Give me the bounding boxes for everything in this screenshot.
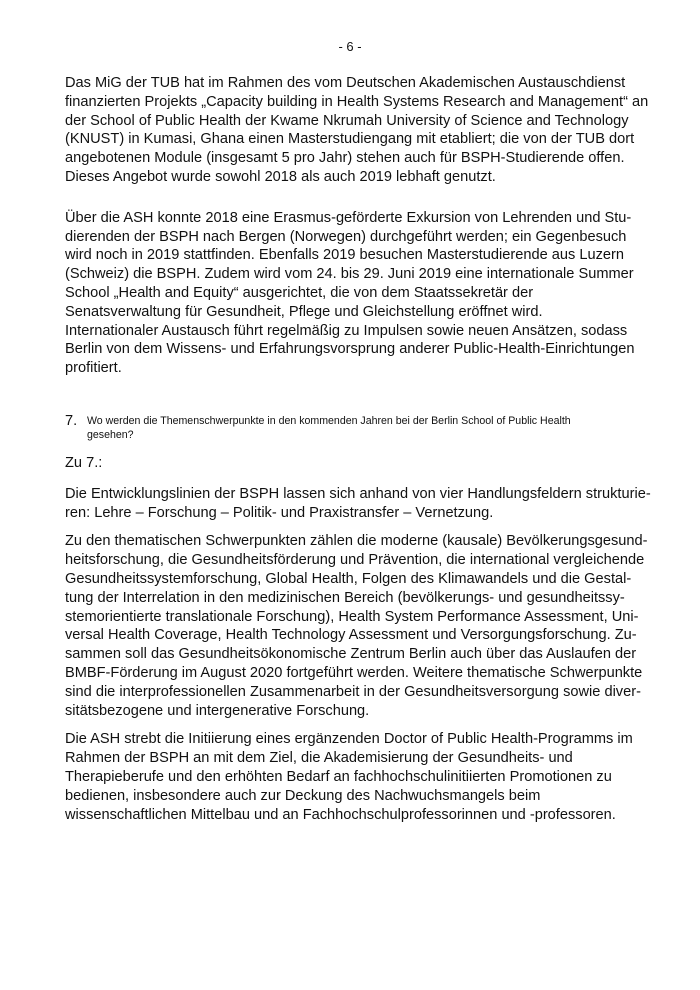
text-line: Internationaler Austausch führt regelmäßig zu Impulsen sowie neuen Ansätzen, sodass xyxy=(65,322,628,339)
answer-heading: Zu 7.: xyxy=(65,454,103,471)
text-line: Über die ASH konnte 2018 eine Erasmus-geförderte Exkursion von Lehrenden und Stu- xyxy=(65,209,632,226)
text-line: Gesundheitssystemforschung, Global Health, Folgen des Klimawandels und die Gestal- xyxy=(65,570,632,587)
text-line: bedienen, insbesondere auch zur Deckung des Nachwuchsmangels beim xyxy=(65,787,541,804)
text-line: Zu den thematischen Schwerpunkten zählen die moderne (kausale) Bevölkerungsgesund- xyxy=(65,533,648,550)
question-7 xyxy=(65,412,643,442)
text-line: stemorientierte translationale Forschung), Health System Performance Assessment, Uni- xyxy=(65,608,639,625)
text-line: BMBF-Förderung im August 2020 fortgeführt werden. Weitere thematische Schwerpunkte xyxy=(65,664,643,681)
text-line: tung der Interrelation in den medizinischen Bereich (bevölkerungs- und gesundheitssy- xyxy=(65,589,625,606)
paragraph-thematic-focus xyxy=(65,532,648,720)
text-line: Rahmen der BSPH an mit dem Ziel, die Akademisierung der Gesundheits- und xyxy=(65,750,573,767)
text-line: sammen soll das Gesundheitsökonomische Zentrum Berlin auch über das Auslaufen der xyxy=(65,646,637,663)
text-line: Therapieberufe und den erhöhten Bedarf an fachhochschulinitiierten Promotionen zu xyxy=(65,768,612,785)
text-line: dierenden der BSPH nach Bergen (Norwegen) durchgeführt werden; ein Gegenbesuch xyxy=(65,228,627,245)
text-line: (Schweiz) die BSPH. Zudem wird vom 24. bis 29. Juni 2019 eine internationale Summer xyxy=(65,266,634,283)
text-line: gesehen? xyxy=(87,428,134,441)
text-line: (KNUST) in Kumasi, Ghana einen Masterstudiengang mit etabliert; die von der TUB dort xyxy=(65,131,635,148)
paragraph-mig-tub xyxy=(65,74,649,187)
text-line: sind die interprofessionellen Zusammenarbeit in der Gesundheitsversorgung sowie diver- xyxy=(65,683,641,700)
question-text xyxy=(87,412,571,442)
text-line: wissenschaftlichen Mittelbau und an Fachhochschulprofessorinnen und -professoren. xyxy=(65,806,616,823)
text-line: wird noch in 2019 stattfinden. Ebenfalls 2019 besuchen Masterstudierende aus Luzern xyxy=(65,247,624,264)
text-line: der School of Public Health der Kwame Nkrumah University of Science and Technology xyxy=(65,112,629,129)
text-line: heitsforschung, die Gesundheitsförderung und Prävention, die international vergleichende xyxy=(65,552,645,569)
text-line: Senatsverwaltung für Gesundheit, Pflege und Gleichstellung eröffnet wird. xyxy=(65,303,543,320)
paragraph-doctor-program xyxy=(65,730,643,824)
text-line: Dieses Angebot wurde sowohl 2018 als auch 2019 lebhaft genutzt. xyxy=(65,168,496,185)
text-line: sitätsbezogene und intergenerative Forschung. xyxy=(65,702,370,719)
text-line: finanzierten Projekts „Capacity building in Health Systems Research and Management“ an xyxy=(65,93,649,110)
text-line: versal Health Coverage, Health Technology Assessment und Versorgungsforschung. Zu- xyxy=(65,627,637,644)
text-line: ren: Lehre – Forschung – Politik- und Praxistransfer – Vernetzung. xyxy=(65,504,494,521)
text-line: profitiert. xyxy=(65,360,122,377)
paragraph-ash-exchange xyxy=(65,209,643,378)
page-number: - 6 - xyxy=(338,39,362,54)
text-line: Berlin von dem Wissens- und Erfahrungsvorsprung anderer Public-Health-Einrichtungen xyxy=(65,341,635,358)
text-line: angebotenen Module (insgesamt 5 pro Jahr) stehen auch für BSPH-Studierende offen. xyxy=(65,150,625,167)
text-line: School „Health and Equity“ ausgerichtet, die von dem Staatssekretär der xyxy=(65,284,534,301)
text-line: Das MiG der TUB hat im Rahmen des vom Deutschen Akademischen Austauschdienst xyxy=(65,75,626,91)
text-line: Die ASH strebt die Initiierung eines ergänzenden Doctor of Public Health-Programms im xyxy=(65,731,633,748)
text-line: Wo werden die Themenschwerpunkte in den kommenden Jahren bei der Berlin School of Public Health xyxy=(87,414,571,427)
document-body xyxy=(65,74,651,824)
question-number: 7. xyxy=(65,412,78,429)
text-line: Die Entwicklungslinien der BSPH lassen sich anhand von vier Handlungsfeldern strukturie- xyxy=(65,485,651,502)
paragraph-development-lines xyxy=(65,485,651,523)
